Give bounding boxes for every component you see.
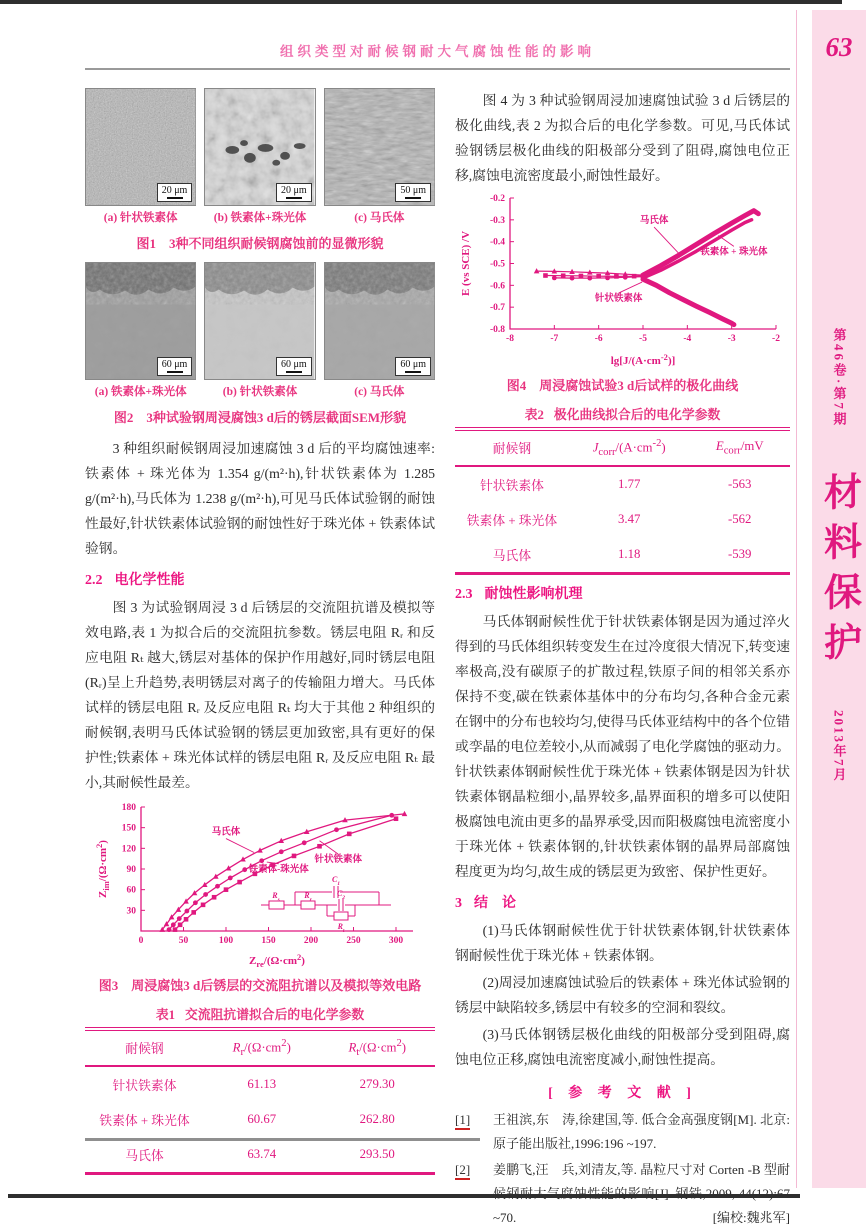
scale-bar: [157, 183, 193, 202]
reference-number: [2]: [455, 1162, 470, 1180]
reference-number: [1]: [455, 1112, 470, 1130]
svg-text:0: 0: [138, 936, 144, 946]
paragraph-corrosion-rates: 3 种组织耐候钢周浸加速腐蚀 3 d 后的平均腐蚀速率:铁素体 + 珠光体为 1.354 g/(m²·h),针状铁素体为 1.285 g/(m²·h),马氏体为 1.238 g/(m²·h),可见马氏体试验钢的耐蚀性最好,针状铁素体试验钢的耐蚀性好于珠光体 + 铁素体试验钢。: [85, 441, 435, 556]
svg-text:150: 150: [121, 823, 136, 834]
figure2-sublabel-c: (c) 马氏体: [354, 386, 405, 398]
table-row: 铁素体 + 珠光体 3.47 -562: [466, 511, 752, 528]
figure1-sublabel-c: (c) 马氏体: [354, 212, 405, 224]
figure1-panel-a: [85, 88, 196, 206]
issue-date-label: 2013年7月: [831, 710, 847, 783]
reference-item: [455, 1108, 790, 1156]
svg-text:150: 150: [261, 936, 276, 946]
figure2-caption: 图2 3种试验钢周浸腐蚀3 d后的锈层截面SEM形貌: [113, 410, 407, 425]
journal-sidebar: [812, 10, 866, 1188]
svg-text:-0.8: -0.8: [489, 325, 505, 335]
conclusion-2: (2)周浸加速腐蚀试验后的铁素体 + 珠光体试验钢的锈层中缺陷较多,锈层中有较多的空洞和裂纹。: [455, 974, 790, 1015]
table1: [85, 1027, 435, 1175]
micrograph-image: [85, 88, 196, 206]
bottom-rule: [8, 1194, 800, 1198]
table1-header-row: [85, 1029, 435, 1066]
left-column: [85, 88, 435, 1175]
section-2-3-heading: [455, 583, 790, 603]
svg-text:E (vs SCE) /V: E (vs SCE) /V: [459, 230, 472, 297]
scale-bar: [276, 183, 312, 202]
editor-note: [编校:魏兆军]: [712, 1209, 790, 1225]
figure4-chart: [455, 192, 790, 367]
section-2-2-heading: [85, 569, 435, 589]
svg-text:120: 120: [121, 844, 136, 855]
micrograph-image: [324, 88, 435, 206]
figure3-chart: [85, 799, 435, 967]
table2-col-jcorr: $J_{corr}/(A\cdot cm^{-2})$: [569, 429, 690, 466]
section-number: 2.3: [455, 586, 473, 602]
svg-text:马氏体: 马氏体: [211, 827, 241, 838]
sem-image: [85, 262, 196, 380]
svg-text:60: 60: [126, 885, 136, 896]
svg-text:90: 90: [126, 865, 136, 875]
scale-bar: [395, 357, 431, 376]
section-title: 耐蚀性影响机理: [484, 586, 583, 602]
svg-text:lg[J/(A·cm-2​)]: $\lg[J/(A\cdot cm^{-2})]$: [610, 352, 675, 367]
svg-text:200: 200: [303, 936, 319, 946]
micrograph-image: [204, 88, 315, 206]
svg-text:-3: -3: [727, 334, 736, 344]
figure2-panel-b: [204, 262, 315, 380]
svg-text:300: 300: [388, 936, 404, 946]
figure2-panel-c: [324, 262, 435, 380]
volume-issue-label: 第46卷·第7期: [831, 328, 847, 428]
svg-text:100: 100: [218, 936, 234, 946]
sem-image: [204, 262, 315, 380]
conclusion-3: (3)马氏体钢锈层极化曲线的阳极部分受到阻碍,腐蚀电位正移,腐蚀电流密度减小,耐蚀性提高。: [455, 1026, 790, 1067]
paragraph-mechanism: 马氏体钢耐候性优于针状铁素体钢是因为通过淬火得到的马氏体组织转变发生在过冷度很大情况下,转变速率极高,没有碳原子的扩散过程,铁原子间的相邻关系亦保持不变,碳在铁素体基体中的分布均匀,各种合金元素在钢中的分布也较均匀,使得马氏体亚结构中的各个位错或孪晶的电位差较小,从而减弱了电化学腐蚀的驱动力。针状铁素体钢耐候性优于珠光体 + 铁素体钢是因为针状铁素体钢晶粒细小,晶界较多,晶界面积的增多可以使阳极腐蚀电流由更多的晶界承受,因而阳极腐蚀电流密度小于珠光体 + 铁素体钢的,针状铁素体钢的晶界局部腐蚀程度更为均匀,故生成的锈层更为致密、保护性更好。: [455, 613, 790, 879]
references-heading: [ 参 考 文 献 ]: [548, 1085, 697, 1101]
scale-bar: [395, 183, 431, 202]
svg-text:-2: -2: [771, 334, 780, 344]
svg-text:针状铁素体: 针状铁素体: [314, 855, 362, 866]
conclusion-1: (1)马氏体钢耐候性优于针状铁素体钢,针状铁素体钢耐候性优于珠光体 + 铁素体钢。: [455, 922, 790, 963]
figure2-sublabel-b: (b) 针状铁素体: [222, 386, 298, 398]
scale-label: 50 μm: [400, 185, 426, 196]
svg-text:-5: -5: [638, 334, 647, 344]
table2: [455, 427, 790, 575]
scale-bar: [276, 357, 312, 376]
table2-header-row: [455, 429, 790, 466]
section-3-heading: [455, 892, 790, 912]
figure1-panel-c: [324, 88, 435, 206]
table1-col-rt: $R_t/(\Omega\cdot cm^2)$: [320, 1029, 436, 1066]
figure1-sublabel-b: (b) 铁素体+珠光体: [213, 212, 307, 224]
figure4-caption: 图4 周浸腐蚀试验3 d后试样的极化曲线: [506, 378, 739, 393]
header-divider: [85, 68, 790, 70]
table-row: 马氏体 1.18 -539: [492, 546, 752, 563]
svg-text:铁素体 + 珠光体: 铁素体 + 珠光体: [699, 247, 767, 258]
scale-label: 20 μm: [161, 185, 188, 196]
svg-text:Rs​: $R_s$: [272, 891, 280, 903]
svg-text:-0.2: -0.2: [489, 194, 505, 204]
section-title: 结 论: [474, 895, 516, 911]
svg-text:针状铁素体: 针状铁素体: [594, 294, 642, 305]
sidebar-divider: [796, 10, 797, 1188]
table2-caption: 表2 极化曲线拟合后的电化学参数: [524, 408, 721, 422]
running-head-title: 组织类型对耐候钢耐大气腐蚀性能的影响: [280, 44, 595, 59]
reference-text: 王祖滨,东 涛,徐建国,等. 低合金高强度钢[M]. 北京: 原子能出版社,1996:196 ~197.: [493, 1111, 790, 1151]
footer-divider: [85, 1138, 480, 1141]
svg-text:C2​: $C_2$: [336, 889, 346, 901]
svg-text:30: 30: [126, 906, 136, 917]
references-list: [455, 1108, 790, 1230]
svg-text:-6: -6: [594, 334, 603, 344]
section-title: 电化学性能: [114, 573, 185, 588]
svg-text:-7: -7: [549, 334, 558, 344]
table-row: 针状铁素体 61.13 279.30: [112, 1076, 395, 1093]
svg-text:-4: -4: [682, 334, 691, 344]
table2-col-ecorr: $E_{corr}/mV$: [689, 429, 790, 466]
figure1-block: [85, 88, 435, 252]
table2-col-steel: 耐候钢: [455, 429, 569, 466]
svg-text:250: 250: [346, 936, 361, 946]
figure2-panel-a: [85, 262, 196, 380]
journal-name: 材料保护: [817, 470, 860, 674]
section-number: 2.2: [85, 573, 103, 588]
svg-text:马氏体: 马氏体: [639, 216, 668, 227]
scale-bar: [157, 357, 193, 376]
top-rule: [0, 0, 842, 4]
scale-label: 20 μm: [281, 185, 307, 196]
figure1-caption: 图1 3种不同组织耐候钢腐蚀前的显微形貌: [136, 236, 384, 251]
section-number: 3: [455, 895, 462, 911]
svg-text:50: 50: [178, 936, 189, 946]
table1-col-steel: 耐候钢: [85, 1029, 204, 1066]
svg-text:180: 180: [121, 803, 136, 813]
paragraph-polarization: 图 4 为 3 种试验钢周浸加速腐蚀试验 3 d 后锈层的极化曲线,表 2 为拟合后的电化学参数。可见,马氏体试验钢锈层极化曲线的阳极部分受到了阻碍,腐蚀电位正移,腐蚀电流密度最小,耐蚀性最好。: [455, 93, 790, 183]
table-row: 针状铁素体 1.77 -563: [479, 476, 752, 493]
svg-text:-0.5: -0.5: [489, 259, 505, 270]
svg-text:Zim​/(Ω·cm2​): $Z_{im}/(\Omega\cdot cm^2)$: [94, 840, 111, 898]
table-row: 马氏体 63.74 293.50: [125, 1146, 395, 1163]
svg-text:-0.6: -0.6: [489, 281, 505, 292]
svg-text:-0.4: -0.4: [489, 237, 505, 248]
svg-text:Zre​/(Ω·cm2​): $Z_{re}/(\Omega\cdot cm^2)$: [249, 952, 305, 969]
scale-label: 60 μm: [400, 359, 426, 370]
svg-text:Rr​: $R_r$: [304, 891, 312, 903]
table-row: 铁素体 + 珠光体 60.67 262.80: [99, 1111, 395, 1128]
scale-label: 60 μm: [281, 359, 307, 370]
svg-text:Rt​: $R_t$: [337, 922, 345, 934]
sem-image: [324, 262, 435, 380]
svg-text:铁素体-珠光体: 铁素体-珠光体: [248, 864, 309, 875]
reference-text: 姜鹏飞,汪 兵,刘清友,等. 晶粒尺寸对 Corten -B 型耐 ~70.: [493, 1161, 790, 1225]
scale-label: 60 μm: [161, 359, 188, 370]
figure3-caption: 图3 周浸腐蚀3 d后锈层的交流阻抗谱以及模拟等效电路: [98, 978, 422, 993]
svg-text:-0.7: -0.7: [489, 303, 505, 314]
figure2-sublabel-a: (a) 铁素体+珠光体: [94, 386, 187, 398]
right-column: [455, 88, 790, 1230]
svg-text:C1​: $C_1$: [331, 875, 341, 887]
table1-caption: 表1 交流阻抗谱拟合后的电化学参数: [155, 1008, 365, 1022]
figure2-block: [85, 262, 435, 426]
figure1-sublabel-a: (a) 针状铁素体: [103, 212, 178, 224]
svg-text:-0.3: -0.3: [489, 215, 505, 226]
page-number: 63: [825, 32, 853, 62]
svg-text:-8: -8: [505, 334, 514, 344]
figure1-panel-b: [204, 88, 315, 206]
table1-col-rr: $R_r/(\Omega\cdot cm^2)$: [204, 1029, 320, 1066]
paragraph-impedance: 图 3 为试验钢周浸 3 d 后锈层的交流阻抗谱及模拟等效电路,表 1 为拟合后的交流阻抗参数。锈层电阻 Rᵣ 和反应电阻 Rₜ 越大,锈层对基体的保护作用越好,同时锈层电阻(Rᵣ)呈上升趋势,表明锈层对离子的传输阻力增大。马氏体试样的锈层电阻 Rᵣ 及反应电阻 Rₜ 均大于其他 2 种组织的耐候钢,表明马氏体试验钢的锈层更加致密,具有更好的保护性;铁素体 + 珠光体试样的锈层电阻 Rᵣ 及反应电阻 Rₜ 最小,其耐候性最差。: [85, 600, 435, 790]
